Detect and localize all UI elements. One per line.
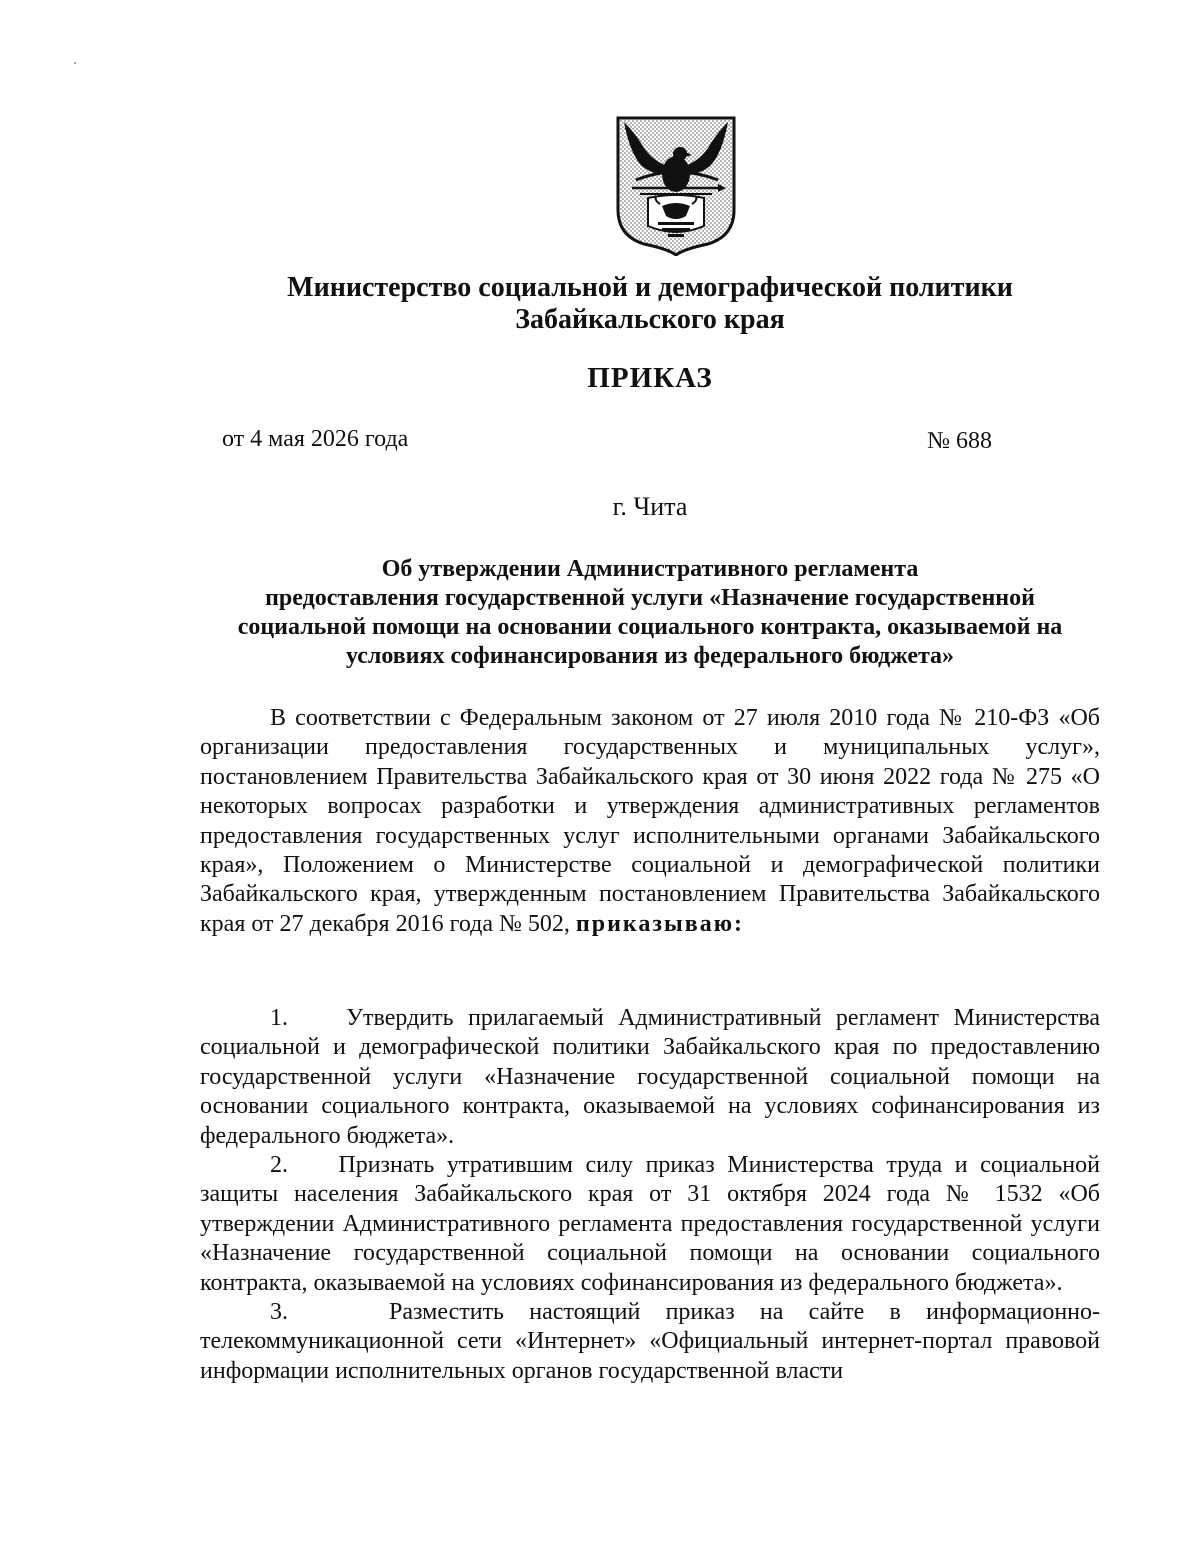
document-subject [200, 555, 1100, 671]
subject-line4: условиях софинансирования из федерального бюджета» [345, 643, 955, 669]
preamble-text: В соответствии с Федеральным законом от 27 июля 2010 года № 210-ФЗ «Об организации предоставления государственных и муниципальных услуг», постановлением Правительства Забайкальского края от 30 июня 2022 года № 275 «О некоторых вопросах разработки и утверждения административных регламентов предоставления государственных услуг исполнительными органами Забайкальского края», Положением о Министерстве социальной и демографической политики Забайкальского края, утвержденным постановлением Правительства Забайкальского края от 27 декабря 2016 года № 502, [200, 705, 1100, 937]
item-number: 1. [270, 1005, 288, 1031]
item-text: Утвердить прилагаемый Административный регламент Министерства социальной и демографической политики Забайкальского края по предоставлению государственной услуги «Назначение государственной социальной помощи на основании социального контракта, оказываемой на условиях софинансирования из федерального бюджета». [200, 1005, 1100, 1149]
order-item [200, 1151, 1100, 1298]
preamble-paragraph [200, 704, 1100, 939]
zabaikalsky-krai-coat-of-arms-icon [614, 114, 738, 256]
item-text: Признать утратившим силу приказ Министерства труда и социальной защиты населения Забайкальского края от 31 октября 2024 года № 1532 «Об утверждении Административного регламента предоставления государственной услуги «Назначение государственной социальной помощи на основании социального контракта, оказываемой на условиях софинансирования из федерального бюджета». [200, 1152, 1100, 1296]
subject-line3: социальной помощи на основании социального контракта, оказываемой на [237, 614, 1063, 640]
document-type: ПРИКАЗ [587, 362, 713, 394]
order-items [200, 1004, 1100, 1386]
document-number: № 688 [927, 428, 992, 454]
subject-line1: Об утверждении Административного регламента [381, 556, 919, 582]
order-item [200, 1298, 1100, 1386]
ministry-name-line2: Забайкальского края [515, 304, 785, 335]
document-city: г. Чита [612, 492, 688, 521]
order-item [200, 1004, 1100, 1151]
item-number: 3. [270, 1299, 288, 1326]
ministry-name-line1: Министерство социальной и демографической политики [287, 272, 1013, 303]
subject-line2: предоставления государственной услуги «Назначение государственной [265, 585, 1035, 611]
ministry-name [200, 272, 1100, 336]
order-word: приказываю: [575, 910, 745, 937]
scan-speck [74, 62, 76, 64]
item-text: Разместить настоящий приказ на сайте в информационно-телекоммуникационной сети «Интернет» «Официальный интернет-портал правовой информации исполнительных органов государственной власти [200, 1299, 1101, 1384]
document-date: от 4 мая 2026 года [222, 426, 409, 452]
item-number: 2. [270, 1152, 288, 1179]
